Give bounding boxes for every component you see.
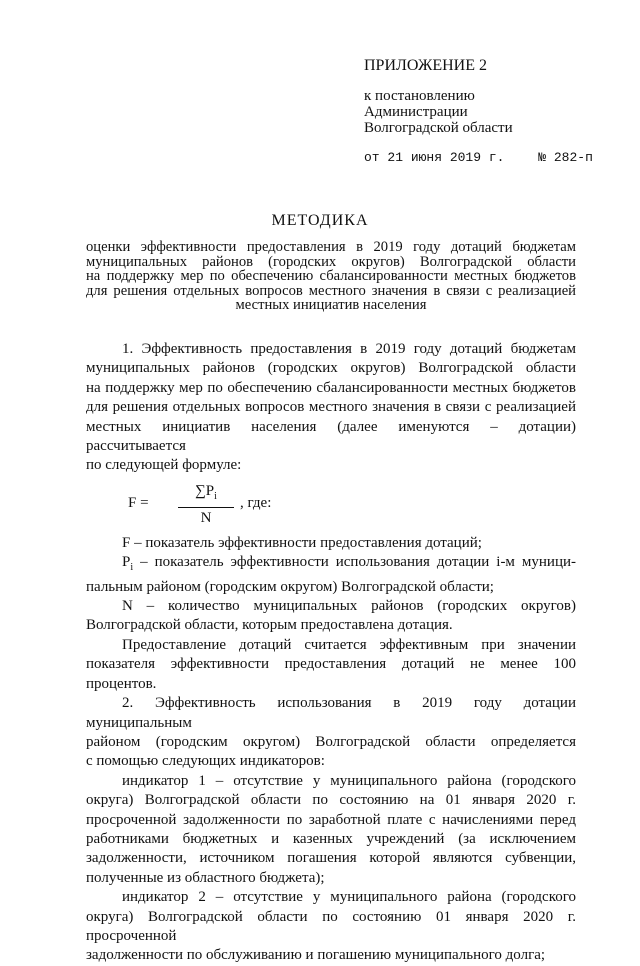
paragraph-line: по следующей формуле: xyxy=(86,457,242,474)
formula-lhs: F = xyxy=(128,494,149,511)
document-body xyxy=(86,340,576,966)
header-line-2: Администрации xyxy=(364,104,468,120)
definition-p-line: пальным районом (городским округом) Волгоградской области; xyxy=(86,578,494,595)
indicator-1-line: индикатор 1 – отсутствие у муниципального района (городского xyxy=(122,772,576,789)
formula-fraction xyxy=(178,482,234,529)
numerator-subscript: i xyxy=(214,490,217,502)
subtitle-line: местных инициатив населения xyxy=(235,297,427,313)
date-prefix: от xyxy=(364,150,380,165)
efficiency-formula xyxy=(128,482,576,534)
subtitle-line: на поддержку мер по обеспечению сбалансированности местных бюджетов xyxy=(86,268,576,284)
definition-f: F – показатель эффективности предоставления дотаций; xyxy=(122,534,482,551)
formula-denominator: N xyxy=(200,510,212,527)
p-symbol: P xyxy=(122,554,131,571)
paragraph-line: показателя эффективности предоставления дотаций не менее 100 процентов. xyxy=(86,656,576,692)
decree-number: № 282-п xyxy=(538,150,593,165)
p-definition-text: – показатель эффективности использования дотации i-м муници- xyxy=(133,554,576,571)
paragraph-line: районом (городским округом) Волгоградской области определяется xyxy=(86,733,576,750)
definition-n-line: N – количество муниципальных районов (городских округов) xyxy=(122,598,576,615)
indicator-1-line: задолженности, источником погашения которой являются субвенции, xyxy=(86,850,576,867)
formula-numerator xyxy=(178,482,234,508)
indicator-1-line: полученные из областного бюджета); xyxy=(86,869,325,886)
paragraph-line: муниципальных районов (городских округов) Волгоградской области xyxy=(86,360,576,377)
paragraph-line: с помощью следующих индикаторов: xyxy=(86,753,325,770)
appendix-title: ПРИЛОЖЕНИЕ 2 xyxy=(364,57,488,74)
p-subscript: i xyxy=(130,562,134,574)
indicator-1-line: просроченной задолженности по заработной плате с начислениями перед xyxy=(86,811,576,828)
decree-date-line xyxy=(364,150,634,166)
paragraph-line: местных инициатив населения (далее именуются – дотации) рассчитывается xyxy=(86,418,576,455)
indicator-1-line: работниками бюджетных и казенных учреждений (за исключением xyxy=(86,830,576,847)
paragraph-line: на поддержку мер по обеспечению сбалансированности местных бюджетов xyxy=(86,379,576,396)
indicator-2-line: округа) Волгоградской области по состоянию 01 января 2020 г. просроченной xyxy=(86,908,576,944)
subtitle-line: оценки эффективности предоставления в 2019 году дотаций бюджетам xyxy=(86,239,576,255)
indicator-2-line: задолженности по обслуживанию и погашению муниципального долга; xyxy=(86,947,546,964)
header-line-3: Волгоградской области xyxy=(364,120,513,136)
paragraph-line: Предоставление дотаций считается эффективным при значении xyxy=(122,636,576,653)
subtitle-line: муниципальных районов (городских округов) Волгоградской области xyxy=(86,253,576,270)
paragraph-line: 1. Эффективность предоставления в 2019 году дотаций бюджетам xyxy=(122,341,576,357)
document-title: МЕТОДИКА xyxy=(271,212,369,229)
definition-n-line: Волгоградской области, которым предоставлена дотация. xyxy=(86,617,453,634)
document-subtitle xyxy=(86,240,576,313)
paragraph-line: для решения отдельных вопросов местного значения в связи с реализацией xyxy=(86,399,576,416)
formula-tail: , где: xyxy=(240,494,272,511)
decree-date: 21 июня 2019 г. xyxy=(387,150,505,165)
numerator-text: ∑P xyxy=(195,482,215,499)
subtitle-line: для решения отдельных вопросов местного значения в связи с реализацией xyxy=(86,282,576,299)
appendix-header xyxy=(364,58,634,166)
paragraph-line: 2. Эффективность использования в 2019 году дотации муниципальным xyxy=(86,695,576,731)
indicator-1-line: округа) Волгоградской области по состоянию на 01 января 2020 г. xyxy=(86,792,576,809)
indicator-2-line: индикатор 2 – отсутствие у муниципального района (городского xyxy=(122,889,576,906)
header-line-1: к постановлению xyxy=(364,88,475,104)
definition-p-line xyxy=(86,553,576,577)
